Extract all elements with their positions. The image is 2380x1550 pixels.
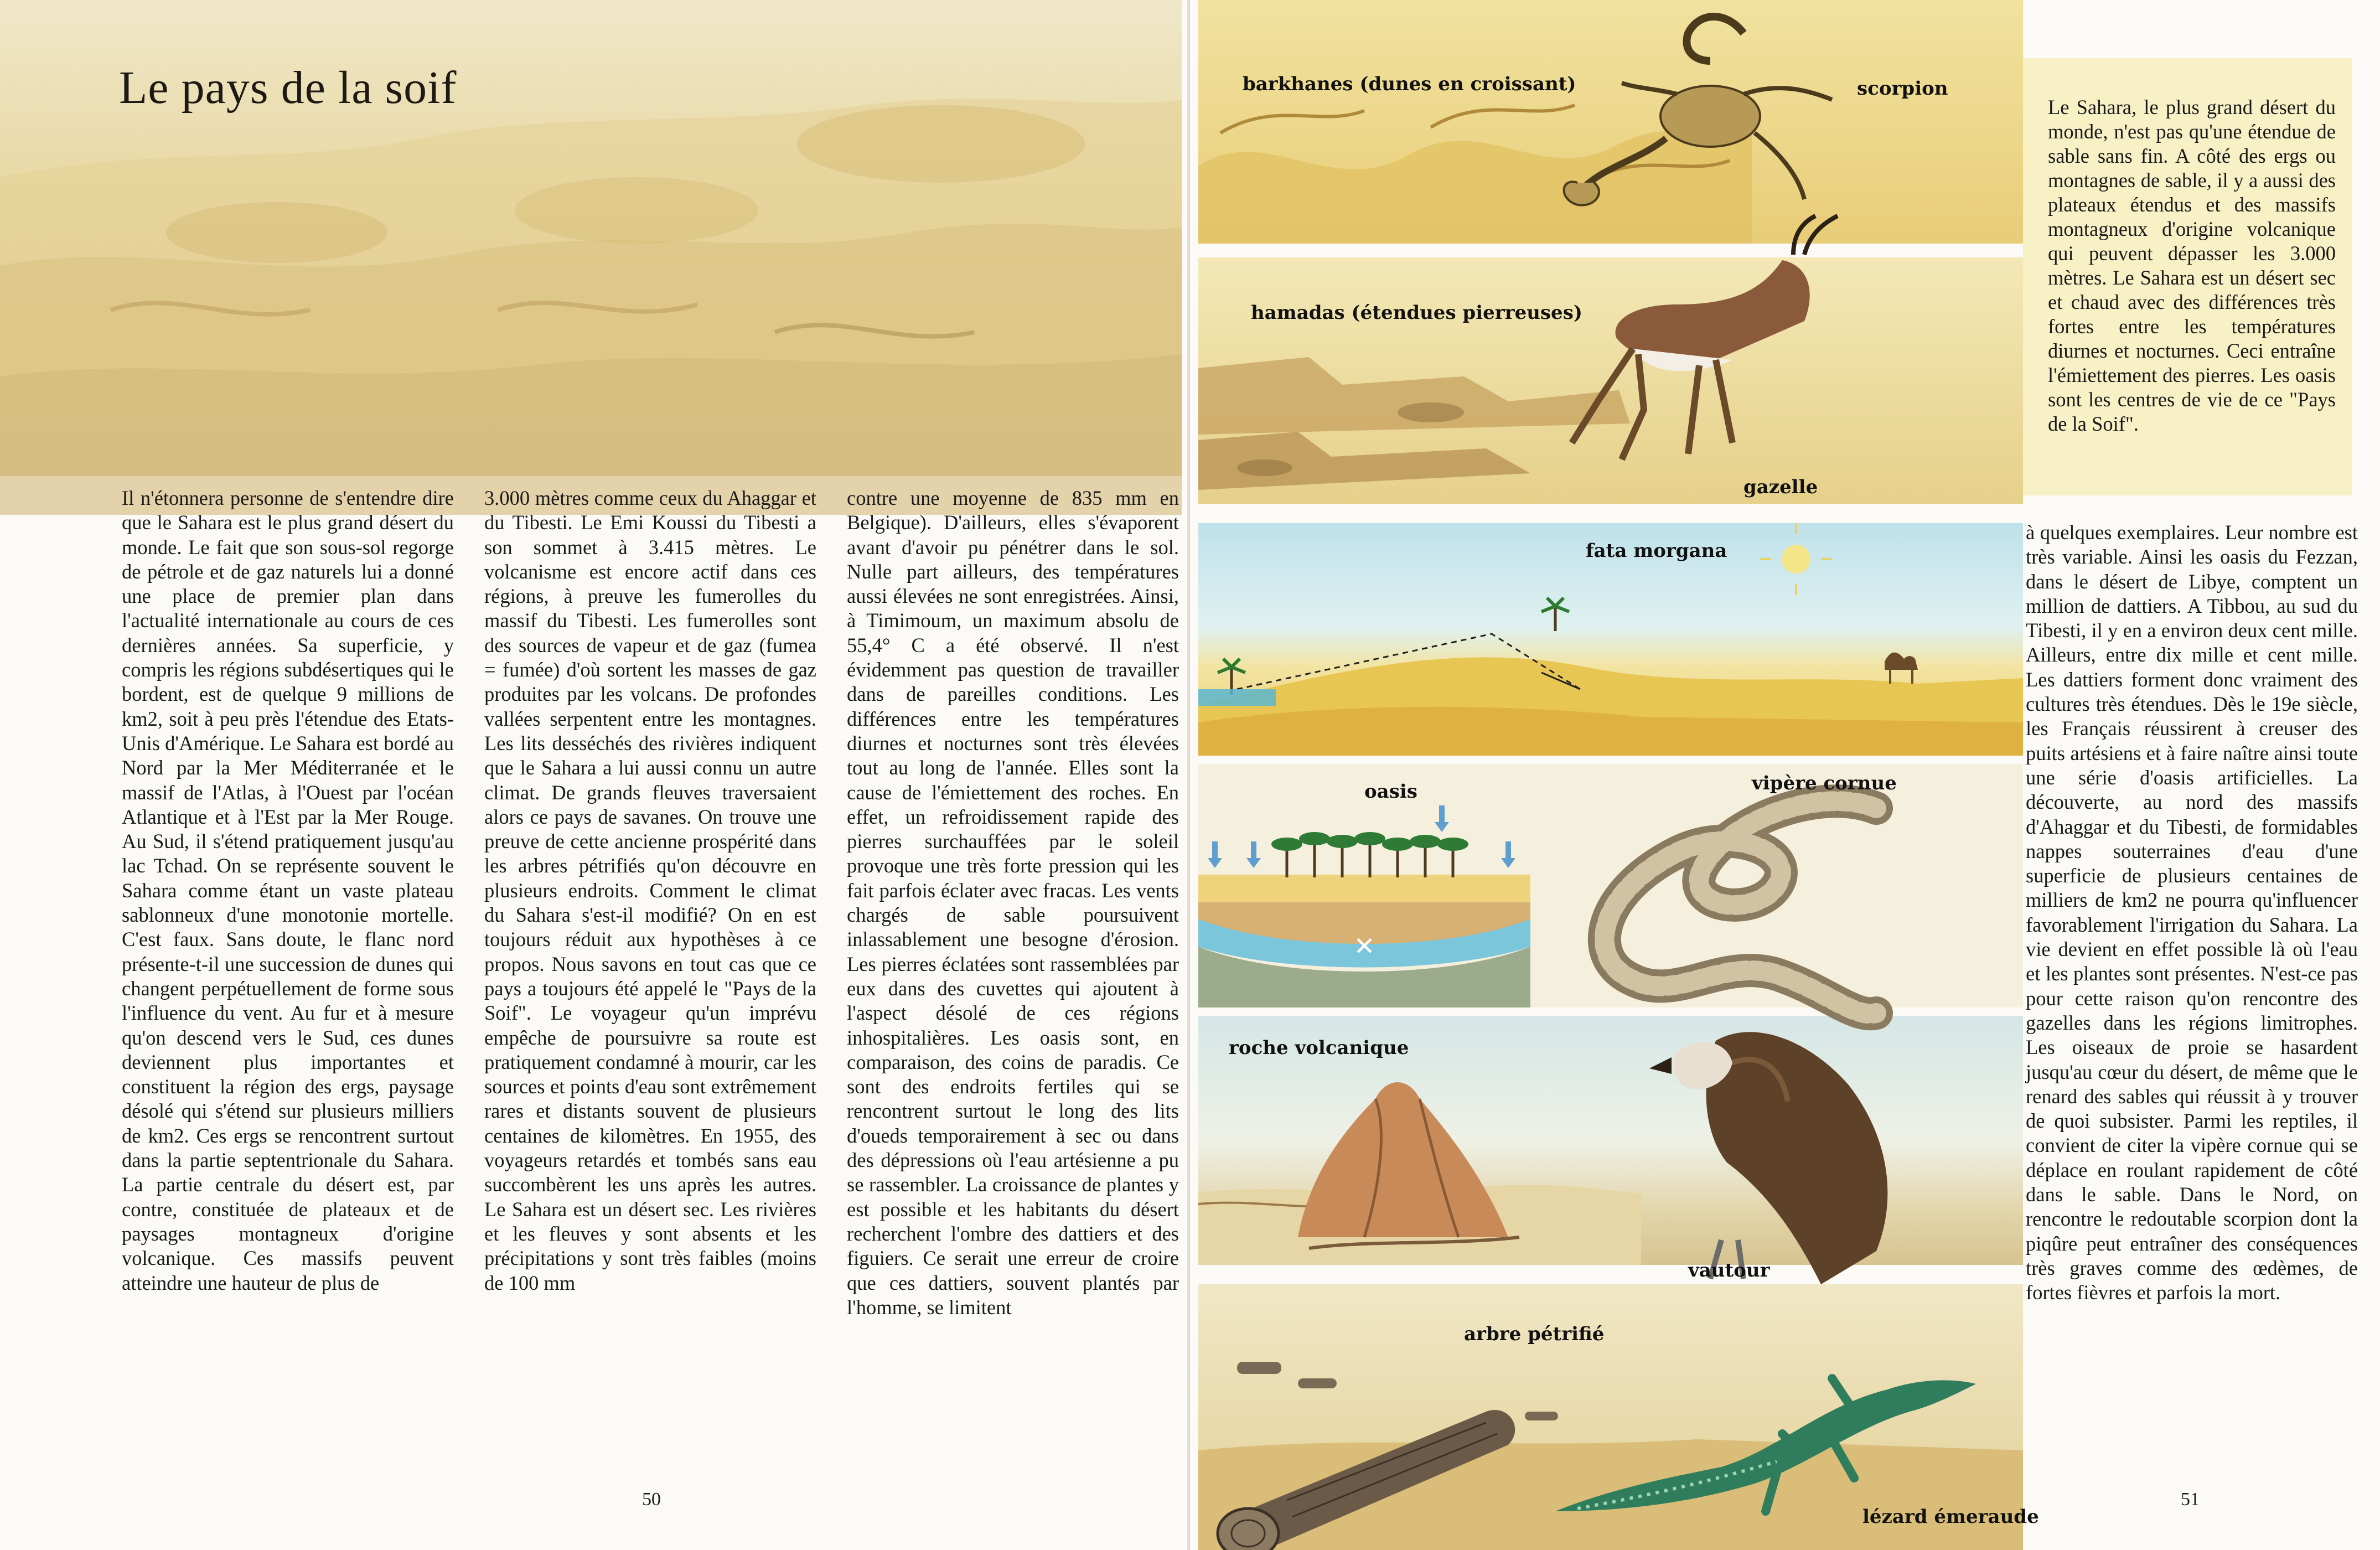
column-1-text: Il n'étonnera personne de s'entendre dire que le Sahara est le plus grand désert du monde. Le fait que son sous-sol regorge de pétrole et de gaz naturels lui a donné une place de premier plan dans l'actualité internationale au cours de ces dernières années. Sa superficie, y compris les régions subdésertiques qui le bordent, est de quelque 9 millions de km2, soit à peu près l'étendue des Etats-Unis d'Amérique. Le Sahara est bordé au Nord par la Mer Méditerranée et le massif de l'Atlas, à l'Ouest par l'océan Atlantique et à l'Est par la Mer Rouge. Au Sud, il s'étend pratiquement jusqu'au lac Tchad. On se représente souvent le Sahara comme étant un vaste plateau sablonneux d'une monotonie mortelle. C'est faux. Sans doute, le flanc nord présente-t-il une succession de dunes qui changent perpétuellement de forme sous l'influence du vent. Au fur et à mesure qu'on descend vers le Sud, ces dunes deviennent plus importantes et constituent la région des ergs, paysage désolé qui s'étend sur plusieurs milliers de km2. Ces ergs se rencontrent surtout dans la partie septentrionale du Sahara. La partie centrale du désert est, par contre, constituée de plateaux et de paysages montagneux d'origine volcanique. Ces massifs peuvent atteindre une hauteur de plus de — [122, 487, 454, 1294]
horned-viper-illustration — [1566, 775, 1926, 1041]
viper-icon — [1605, 801, 1876, 1014]
desert-dunes-illustration — [0, 0, 1182, 515]
palm-reflection-icon — [1198, 659, 1276, 706]
text-column-2 — [484, 486, 816, 1295]
column-4-text: à quelques exemplaires. Leur nombre est très variable. Ainsi les oasis du Fezzan, dans le désert de Libye, comptent un million de dattiers. A Tibbou, au sud du Tibesti, il y en a environ deux cent mille. Ailleurs, entre dix mille et cent mille. Les dattiers forment donc vraiment des cultures très étendues. Dès le 19e siècle, les Français réussirent à creuser des puits artésiens et à faire naître ainsi toute une série d'oasis artificielles. La découverte, au nord des massifs d'Ahaggar et du Tibesti, de formidables nappes souterraines d'eau d'une superficie de plusieurs centaines de milliers de km2 ne pourra qu'influencer favorablement l'irrigation du Sahara. La vie devient en effet possible là où l'eau et les plantes sont présentes. N'est-ce pas pour cette raison qu'on rencontre des gazelles dans les régions limitrophes. Les oiseaux de proie se hasardent jusqu'au cœur du désert, de même que le renard des sables qui réussit à y trouver de quoi subsister. Parmi les reptiles, il convient de citer la vipère cornue qui se déplace en roulant rapidement de côté dans le sable. Dans le Nord, on rencontre le redoutable scorpion dont la piqûre peut entraîner des conséquences très graves comme des œdèmes, de fortes fièvres et parfois la mort. — [2026, 521, 2358, 1304]
page-number-left: 50 — [642, 1489, 661, 1510]
camel-rider-icon — [1885, 653, 1918, 684]
page-number-right: 51 — [2181, 1489, 2200, 1510]
text-column-4 — [2026, 520, 2358, 1305]
gazelle-illustration — [1550, 210, 1959, 498]
label-barkhanes: barkhanes (dunes en croissant) — [1243, 73, 1576, 95]
column-3-text: contre une moyenne de 835 mm en Belgique). D'ailleurs, elles s'évaporent avant d'avoir pu pénétrer dans le sol. Nulle part ailleurs, des températures aussi élevées ne sont enregistrées. Ainsi, à Timimoum, un maximum absolu de 55,4° C a été observé. Il n'est évidemment pas question de travailler dans de pareilles conditions. Les différences entre les températures diurnes et nocturnes sont très élevées tout au long de l'année. Elles sont la cause de l'émiettement des roches. En effet, un refroidissement rapide des pierres surchauffées par le soleil provoque une très forte pression qui les fait parfois éclater avec fracas. Les vents chargés de sable poursuivent inlassablement une besogne d'érosion. Les pierres éclatées sont rassemblées par eux dans des cuvettes qui ajoutent à l'aspect désolé de ces régions inhospitalières. Les oasis sont, en comparaison, des coins de paradis. Ce sont des endroits fertiles qui se rencontrent surtout le long des lits d'oueds temporairement à sec ou dans des dépressions où l'eau artésienne a pu se rassembler. La croissance de plantes y est possible et les habitants du désert recherchent l'ombre des dattiers et des figuiers. Ce serait une erreur de croire que ces dattiers, souvent plantés par l'homme, se limitent — [847, 487, 1179, 1319]
vulture-illustration — [1589, 1019, 1898, 1295]
lizard-icon — [1555, 1378, 1976, 1511]
summary-sidebar — [2023, 58, 2352, 495]
palm-mirage-icon — [1541, 598, 1569, 631]
label-vautour: vautour — [1688, 1259, 1770, 1282]
scorpion-icon — [1564, 17, 1832, 205]
label-scorpion: scorpion — [1857, 78, 1948, 100]
label-hamadas: hamadas (étendues pierreuses) — [1251, 302, 1582, 324]
column-2-text: 3.000 mètres comme ceux du Ahaggar et du Tibesti. Le Emi Koussi du Tibesti a son sommet à 3.415 mètres. Le volcanisme est encore actif dans ces régions, à preuve les fumerolles du massif du Tibesti. Les fumerolles sont des sources de vapeur et de gaz (fumea = fumée) d'où sortent les masses de gaz produites par les volcans. De profondes vallées serpentent entre les montagnes. Les lits desséchés des rivières indiquent que le Sahara a lui aussi connu un autre climat. De grands fleuves traversaient alors ce pays de savanes. On trouve une preuve de cette ancienne prospérité dans les arbres pétrifiés qu'on découvre en plusieurs endroits. Comment le climat du Sahara s'est-il modifié? On en est toujours réduit aux hypothèses à ce propos. Nous savons en tout cas que ce pays a toujours été appelé le "Pays de la Soif". Le voyageur qu'un imprévu empêche de poursuivre sa route est pratiquement condamné à mourir, car les sources et points d'eau sont extrêmement rares et distants souvent de plusieurs centaines de kilomètres. En 1955, des voyageurs retardés et tombés sans eau succombèrent les uns après les autres. Le Sahara est un désert sec. Les rivières et les fleuves y sont absents et les précipitations y sont très faibles (moins de 100 mm — [484, 487, 816, 1294]
text-column-1 — [122, 486, 454, 1295]
label-roche-volcanique: roche volcanique — [1229, 1037, 1409, 1059]
gazelle-icon — [1572, 216, 1838, 459]
scorpion-illustration — [1544, 0, 1876, 238]
page-title: Le pays de la soif — [119, 62, 457, 113]
emerald-lizard-illustration — [1544, 1345, 1998, 1533]
sidebar-text: Le Sahara, le plus grand désert du monde, n'est pas qu'une étendue de sable sans fin. A côté des ergs ou montagnes de sable, il y a aussi des plateaux étendus et des massifs montagneux d'origine volcanique qui peuvent dépasser les 3.000 mètres. Le Sahara est un désert sec et chaud avec des différences très fortes entre les températures diurnes et nocturnes. Ceci entraîne l'émiettement des pierres. Les oasis sont les centres de vie de ce "Pays de la Soif". — [2048, 95, 2336, 435]
label-oasis: oasis — [1364, 781, 1417, 803]
vulture-icon — [1649, 1032, 1887, 1284]
label-lezard-emeraude: lézard émeraude — [1862, 1506, 2039, 1528]
label-vipere-cornue: vipère cornue — [1752, 772, 1897, 794]
label-fata-morgana: fata morgana — [1586, 540, 1727, 562]
label-arbre-petrifie: arbre pétrifié — [1464, 1323, 1605, 1345]
wellhead-mark-icon: ✕ — [1353, 931, 1375, 961]
label-gazelle: gazelle — [1743, 476, 1818, 498]
text-column-3 — [847, 486, 1179, 1320]
panel-fata-morgana — [1198, 523, 2023, 756]
